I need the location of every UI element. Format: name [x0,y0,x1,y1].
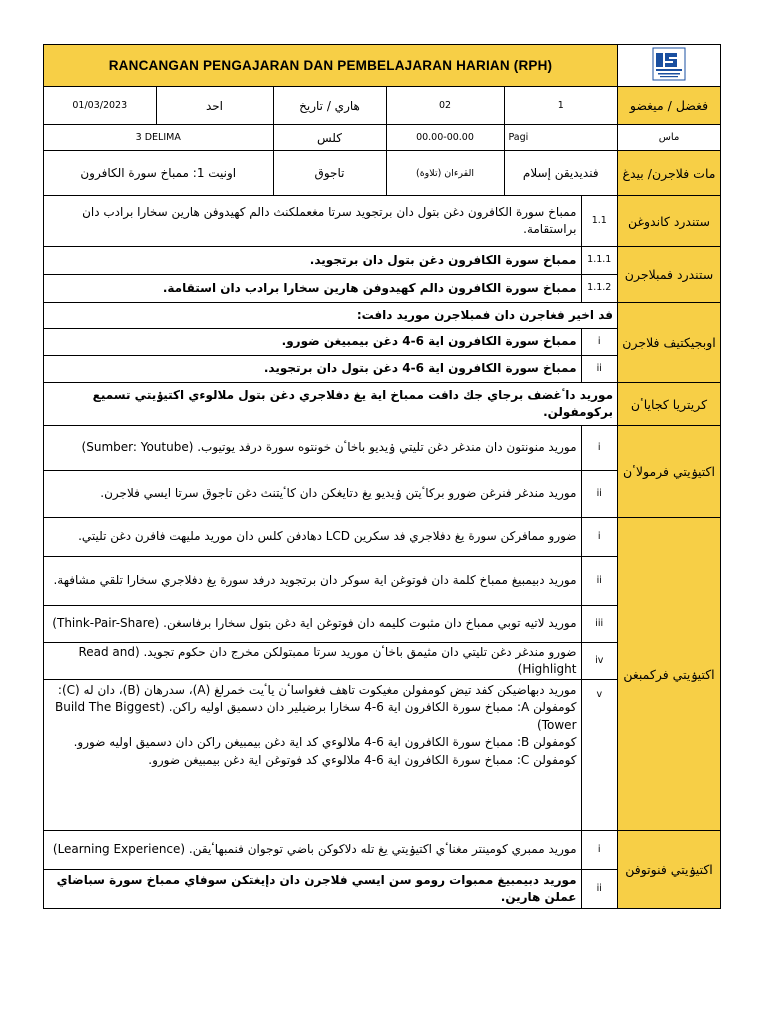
info-row-2 [44,125,618,151]
permulaan-item-code: i [581,426,617,471]
perkembangan-item-text: ضورو مندغر دغن تليتي دان مثيمق باخاٴن موريد سرتا ممبتولكن مخرج دان حكوم تجويد. (Read and Highlight) [44,643,581,680]
standard-kandungan-code: 1.1 [591,214,607,226]
group-b-line: كومفولن B: ممباخ سورة الكافرون اية 6-4 ملالوءي كد اية دغن بيمبيغن راكن دان دسميق اوليه ضورو. [73,735,577,750]
info-row-3 [44,151,618,196]
objektif-item-code: ii [596,362,602,374]
perkembangan-item-v [44,680,581,831]
perkembangan-item-text: موريد لاتيه توبي ممباخ دان مثبوت كليمه دان فوتوغن اية دغن بتول سخارا برفاسغن. (Think-Pair-Share) [44,606,581,643]
title-cell [44,45,618,87]
sp-item-text: ممباخ سورة الكافرون دغن بتول دان برتجويد. [44,247,581,275]
permulaan-label: اكتيۏيتي فرمولاٴن [618,426,721,518]
permulaan-item-text: موريد منونتون دان مندغر دغن تليتي ۏيديو باخاٴن خونتوه سورة درفد يوتيوب. (Sumber: Youtube) [44,426,581,471]
rph-table [43,44,721,909]
kriteria-text: موريد داٴغضف برجاي جك دافت ممباخ اية يغ دفلاجري دغن بتول ملالوءي اكتيۏيتي تسميع بركومفولن. [44,383,618,426]
rph-sheet [43,44,720,908]
objektif-intro: فد اخير فغاجرن دان فمبلاجرن موريد دافت: [44,303,617,329]
permulaan-item-text: موريد مندغر فنرغن ضورو برکاٴيتن ۏيديو يغ دتايغكن دان كاٴيتنث دغن تاجوق سرتا ايسي فلاجرن. [44,471,581,518]
penutup-item-text: موريد ممبري كومينتر مغناٴي اكتيۏيتي يغ تله دلاكوكن باضي توجوان فنمبهاٴيقن. (Learning Experience) [44,831,581,870]
standard-pembelajaran-label: ستندرد فمبلاجرن [618,247,721,303]
info-label-subject: مات فلاجرن/ بيدغ [618,151,721,196]
permulaan-row [44,426,618,518]
standard-kandungan-row [44,196,618,247]
perkembangan-label: اكتيۏيتي فركمبغن [618,518,721,831]
standard-kandungan-text: ممباخ سورة الكافرون دغن بتول دان برتجويد سرتا مغعملكنث دالم كهيدوفن هارين سخارا برادب دان براستقامة. [44,196,581,246]
objektif-row [44,303,618,383]
penutup-item-code: ii [596,882,602,894]
info-row-1 [44,87,618,125]
perkembangan-item-code: ii [581,557,617,606]
group-a-line: كومفولن A: ممباخ سورة الكافرون اية 6-4 سخارا برضيلير دان دسميق اوليه راكن. (Build The Biggest Tower) [54,700,577,732]
perkembangan-row [44,518,618,831]
sp-item-text: ممباخ سورة الكافرون دالم كهيدوفن هارين سخارا برادب دان استقامة. [44,275,581,303]
standard-kandungan-label: ستندرد كاندوغن [618,196,721,247]
group-intro-line: موريد دبهاضيكن كفد تيض كومفولن مغيكوت تاهف فغواساٴن ياٴيت خمرلغ (A)، سدرهان (B)، دان له (C): [57,683,577,697]
objektif-item-code: i [581,329,617,356]
penutup-item-text: موريد دبيمبيغ ممبوات رومو سن ايسي فلاجرن دان دإيغتكن سوفاي ممباخ سورة سباضاي عملن هارين. [44,870,581,909]
time-value: 00.00-00.00 [386,125,504,150]
ministry-logo-icon [652,47,686,81]
info-label-time: ماس [618,125,721,151]
date-label: هاري / تاريخ [273,87,386,124]
info-label-period: فغضل / ميغضو [618,87,721,125]
week-number: 02 [386,87,504,124]
unit-value: اونيت 1: ممباخ سورة الكافرون [44,151,273,195]
standard-pembelajaran-row [44,247,618,303]
objektif-item-text: ممباخ سورة الكافرون اية 6-4 دغن بتول دان برتجويد. [44,356,581,383]
subject-value: فنديديقن إسلام [522,166,599,180]
penutup-row [44,831,618,909]
sp-item-code: 1.1.2 [587,282,612,294]
objektif-label: اوبجيكتيف فلاجرن [618,303,721,383]
kriteria-label: كريتريا كجاياٴن [618,383,721,426]
group-c-line: كومفولن C: ممباخ سورة الكافرون اية 6-4 ملالوءي كد فوتوغن اية دغن بيمبيغن ضورو. [148,752,577,767]
perkembangan-item-text: ضورو ممافركن سورة يغ دفلاجري فد سکرين LCD دهادفن كلس دان موريد مليهت فافرن دغن تليتي. [44,518,581,557]
date-value: 01/03/2023 [44,87,156,124]
perkembangan-item-code: v [596,689,603,700]
page-title: RANCANGAN PENGAJARAN DAN PEMBELAJARAN HARIAN (RPH) [108,58,553,73]
penutup-label: اكتيۏيتي فنوتوفن [618,831,721,909]
sp-item-code: 1.1.1 [581,247,617,275]
logo-cell [618,45,721,87]
topic-label: تاجوق [273,151,386,195]
objektif-item-text: ممباخ سورة الكافرون اية 6-4 دغن بيمبيغن ضورو. [44,329,581,356]
class-value: 3 DELIMA [44,125,273,150]
penutup-item-code: i [581,831,617,870]
perkembangan-item-text: موريد دبيمبيغ ممباخ كلمة دان فوتوغن اية سوكر دان برتجويد درفد سورة يغ دفلاجري سخارا تلقي مشافهة. [44,557,581,606]
session-value: Pagi [508,132,529,143]
class-label: كلس [273,125,386,150]
perkembangan-item-code: i [581,518,617,557]
field-value: القرءان (تلاوة) [386,151,504,195]
lesson-number: 1 [557,100,564,111]
permulaan-item-code: ii [596,487,602,499]
day-value: احد [156,87,273,124]
perkembangan-item-code: iv [581,643,617,680]
perkembangan-item-code: iii [581,606,617,643]
